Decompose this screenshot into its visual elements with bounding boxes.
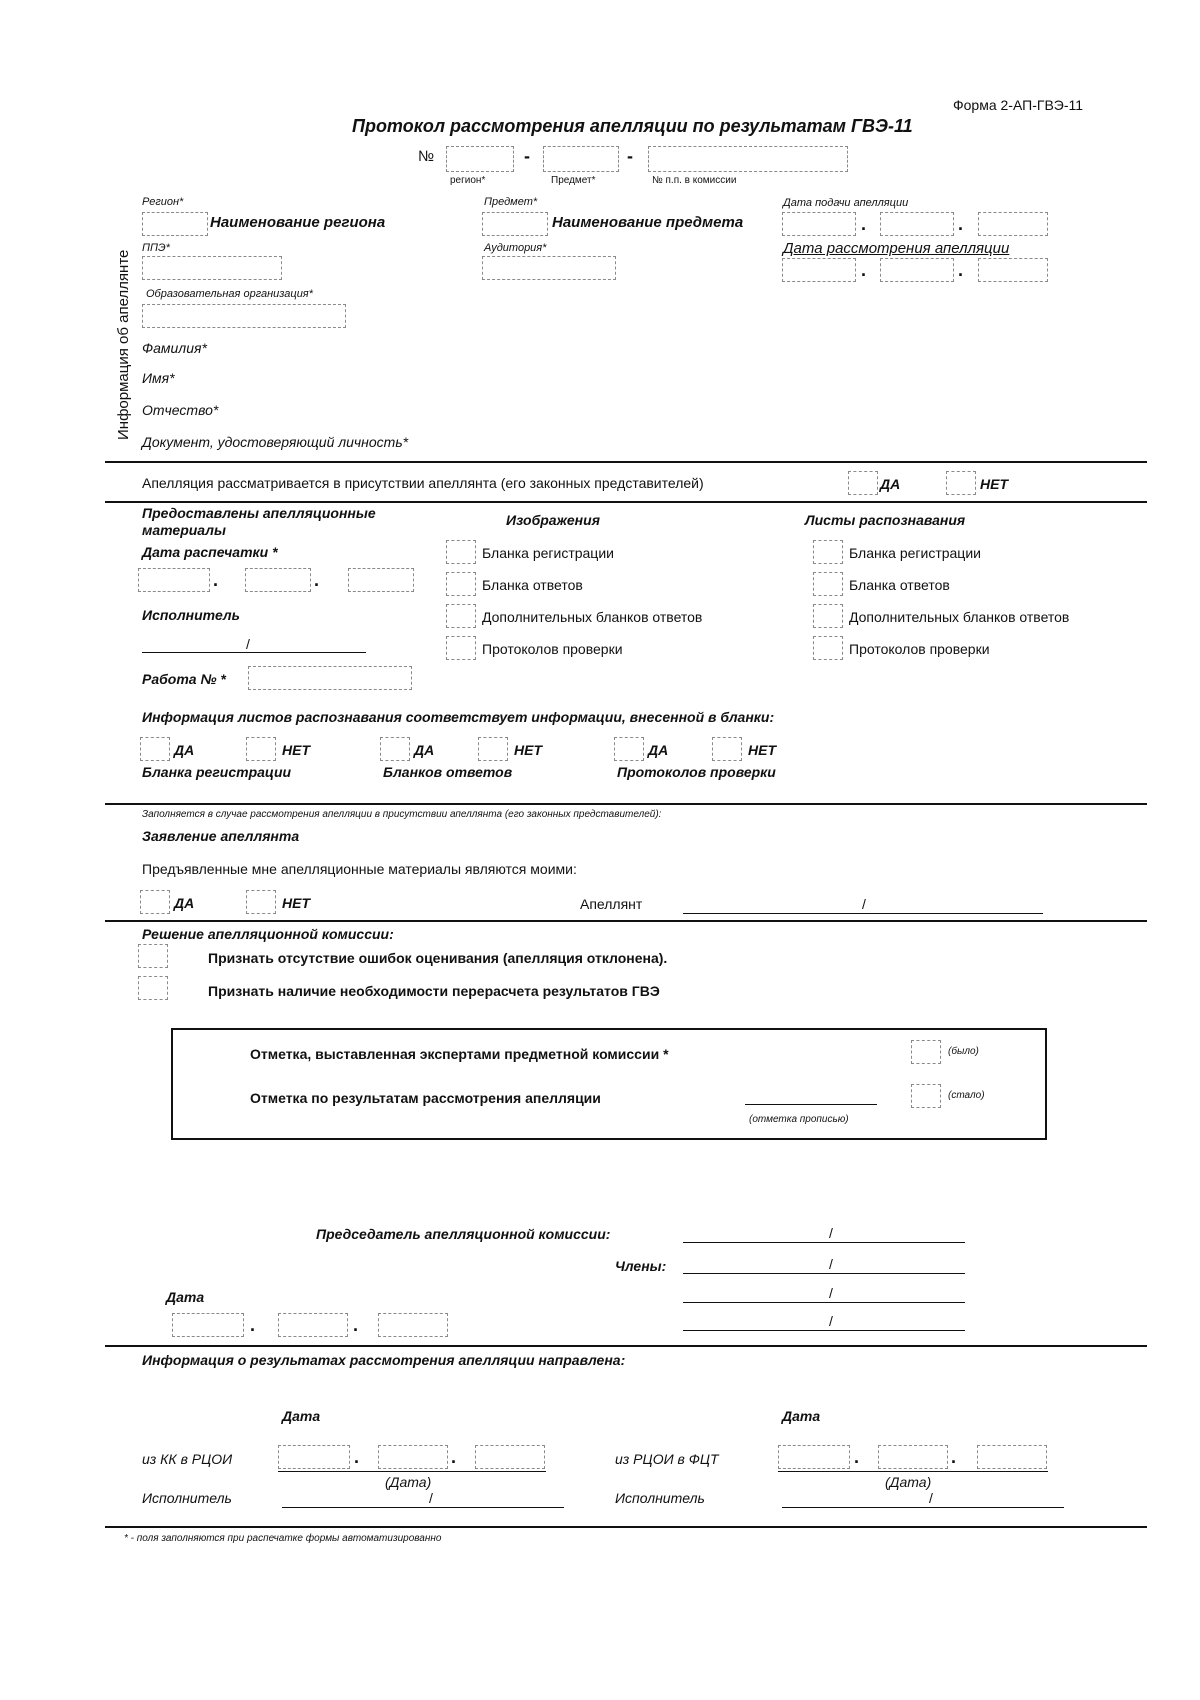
image-item-answers: Бланка ответов bbox=[482, 577, 583, 593]
review-date-month[interactable] bbox=[880, 258, 954, 282]
form-code: Форма 2-АП-ГВЭ-11 bbox=[953, 97, 1084, 113]
ppe-label: ППЭ* bbox=[142, 242, 170, 254]
match-answers-yes-checkbox[interactable] bbox=[380, 737, 410, 761]
section-divider bbox=[105, 803, 1147, 805]
subject-label: Предмет* bbox=[484, 196, 538, 208]
match-group-answers: Бланков ответов bbox=[383, 764, 513, 780]
patronymic-label: Отчество* bbox=[142, 402, 219, 418]
kk-executor-line[interactable] bbox=[282, 1507, 564, 1508]
statement-yes-label: ДА bbox=[174, 895, 195, 911]
date-dot: . bbox=[861, 260, 867, 280]
slash-separator: / bbox=[246, 636, 250, 652]
mark-was-field[interactable] bbox=[911, 1040, 941, 1064]
decision-option1-checkbox[interactable] bbox=[138, 944, 168, 968]
match-answers-no-checkbox[interactable] bbox=[478, 737, 508, 761]
statement-text: Предъявленные мне апелляционные материалы являются моими: bbox=[142, 861, 577, 877]
kk-date-year[interactable] bbox=[475, 1445, 545, 1469]
applicant-info-side-label: Информация об апеллянте bbox=[115, 249, 132, 440]
slash-separator: / bbox=[862, 896, 866, 912]
sent-from-rcoi-label: из РЦОИ в ФЦТ bbox=[615, 1451, 719, 1467]
sent-rcoi-executor-label: Исполнитель bbox=[615, 1490, 705, 1506]
name-label: Имя* bbox=[142, 370, 175, 386]
sent-rcoi-date-label: Дата bbox=[782, 1408, 821, 1424]
chair-label: Председатель апелляционной комиссии: bbox=[316, 1226, 611, 1242]
mark-was-caption: (было) bbox=[948, 1046, 979, 1057]
mark-in-words-caption: (отметка прописью) bbox=[749, 1114, 849, 1125]
match-no-label: НЕТ bbox=[748, 742, 776, 758]
slash-separator: / bbox=[429, 1490, 433, 1506]
date-dot: . bbox=[213, 570, 219, 590]
section-divider bbox=[105, 1526, 1147, 1528]
slash-separator: / bbox=[829, 1256, 833, 1272]
region-field[interactable] bbox=[142, 212, 208, 236]
mark-became-caption: (стало) bbox=[948, 1090, 985, 1101]
rcoi-date-month[interactable] bbox=[878, 1445, 948, 1469]
image-registration-checkbox[interactable] bbox=[446, 540, 476, 564]
footnote: * - поля заполняются при распечатке формы автоматизированно bbox=[124, 1533, 442, 1544]
sheet-item-additional: Дополнительных бланков ответов bbox=[849, 609, 1070, 625]
date-dot: . bbox=[854, 1447, 860, 1467]
presence-no-checkbox[interactable] bbox=[946, 471, 976, 495]
match-yes-label: ДА bbox=[414, 742, 435, 758]
print-date-month[interactable] bbox=[245, 568, 311, 592]
members-label: Члены: bbox=[615, 1258, 667, 1274]
room-field[interactable] bbox=[482, 256, 616, 280]
subject-field[interactable] bbox=[482, 212, 548, 236]
match-protocols-no-checkbox[interactable] bbox=[712, 737, 742, 761]
page-title: Протокол рассмотрения апелляции по результатам ГВЭ-11 bbox=[352, 116, 913, 136]
match-yes-label: ДА bbox=[174, 742, 195, 758]
signatures-date-day[interactable] bbox=[172, 1313, 244, 1337]
date-dot: . bbox=[451, 1447, 457, 1467]
image-protocols-checkbox[interactable] bbox=[446, 636, 476, 660]
rcoi-date-underline bbox=[778, 1471, 1048, 1472]
decision-option2-text: Признать наличие необходимости перерасчета результатов ГВЭ bbox=[208, 983, 660, 999]
match-registration-no-checkbox[interactable] bbox=[246, 737, 276, 761]
review-date-label: Дата рассмотрения апелляции bbox=[783, 240, 1010, 257]
statement-no-label: НЕТ bbox=[282, 895, 310, 911]
section-divider bbox=[105, 1345, 1147, 1347]
sheet-answers-checkbox[interactable] bbox=[813, 572, 843, 596]
sheet-protocols-checkbox[interactable] bbox=[813, 636, 843, 660]
signatures-date-year[interactable] bbox=[378, 1313, 448, 1337]
kk-date-day[interactable] bbox=[278, 1445, 350, 1469]
date-dot: . bbox=[250, 1315, 256, 1335]
submit-date-month[interactable] bbox=[880, 212, 954, 236]
image-item-additional: Дополнительных бланков ответов bbox=[482, 609, 703, 625]
executor-label: Исполнитель bbox=[142, 607, 240, 623]
sheet-additional-checkbox[interactable] bbox=[813, 604, 843, 628]
region-name: Наименование региона bbox=[210, 214, 386, 231]
section-divider bbox=[105, 461, 1147, 463]
room-label: Аудитория* bbox=[484, 242, 547, 254]
statement-note: Заполняется в случае рассмотрения апелляции в присутствии апеллянта (его законных представителей): bbox=[142, 809, 662, 820]
decision-option1-text: Признать отсутствие ошибок оценивания (апелляция отклонена). bbox=[208, 950, 668, 966]
executor-signature-line[interactable] bbox=[142, 652, 366, 653]
date-dot: . bbox=[314, 570, 320, 590]
match-yes-label: ДА bbox=[648, 742, 669, 758]
work-number-label: Работа № * bbox=[142, 671, 226, 687]
signatures-date-month[interactable] bbox=[278, 1313, 348, 1337]
sent-kk-executor-label: Исполнитель bbox=[142, 1490, 232, 1506]
dash-separator: - bbox=[524, 146, 530, 166]
rcoi-date-year[interactable] bbox=[977, 1445, 1047, 1469]
work-number-field[interactable] bbox=[248, 666, 412, 690]
date-dot: . bbox=[353, 1315, 359, 1335]
date-dot: . bbox=[958, 260, 964, 280]
image-item-protocols: Протоколов проверки bbox=[482, 641, 623, 657]
number-label-region: регион* bbox=[450, 175, 486, 186]
presence-text: Апелляция рассматривается в присутствии апеллянта (его законных представителей) bbox=[142, 475, 704, 491]
sheet-item-answers: Бланка ответов bbox=[849, 577, 950, 593]
print-date-year[interactable] bbox=[348, 568, 414, 592]
slash-separator: / bbox=[929, 1490, 933, 1506]
kk-date-month[interactable] bbox=[378, 1445, 448, 1469]
rcoi-executor-line[interactable] bbox=[782, 1507, 1064, 1508]
sheets-header: Листы распознавания bbox=[805, 512, 966, 528]
review-date-day[interactable] bbox=[782, 258, 856, 282]
ppe-field[interactable] bbox=[142, 256, 282, 280]
sheet-item-registration: Бланка регистрации bbox=[849, 545, 981, 561]
number-sign: № bbox=[418, 148, 435, 165]
section-divider bbox=[105, 501, 1147, 503]
provided-materials-label: Предоставлены апелляционные материалы bbox=[142, 505, 376, 538]
image-item-registration: Бланка регистрации bbox=[482, 545, 614, 561]
statement-yes-checkbox[interactable] bbox=[140, 890, 170, 914]
review-date-year[interactable] bbox=[978, 258, 1048, 282]
sheet-registration-checkbox[interactable] bbox=[813, 540, 843, 564]
decision-option2-checkbox[interactable] bbox=[138, 976, 168, 1000]
match-group-registration: Бланка регистрации bbox=[142, 764, 292, 780]
statement-title: Заявление апеллянта bbox=[142, 828, 300, 844]
print-date-label: Дата распечатки * bbox=[142, 544, 278, 560]
sent-kk-date-label: Дата bbox=[282, 1408, 321, 1424]
dash-separator: - bbox=[627, 146, 633, 166]
submit-date-day[interactable] bbox=[782, 212, 856, 236]
subject-code-field[interactable] bbox=[543, 146, 619, 172]
image-answers-checkbox[interactable] bbox=[446, 572, 476, 596]
slash-separator: / bbox=[829, 1285, 833, 1301]
org-label: Образовательная организация* bbox=[146, 288, 313, 300]
match-group-protocols: Протоколов проверки bbox=[617, 764, 776, 780]
images-header: Изображения bbox=[506, 512, 600, 528]
match-text: Информация листов распознавания соответствует информации, внесенной в бланки: bbox=[142, 709, 775, 725]
commission-number-field[interactable] bbox=[648, 146, 848, 172]
decision-title: Решение апелляционной комиссии: bbox=[142, 926, 394, 942]
rcoi-date-caption: (Дата) bbox=[885, 1474, 932, 1490]
surname-label: Фамилия* bbox=[142, 340, 207, 356]
number-label-commission: № п.п. в комиссии bbox=[652, 175, 737, 186]
member-signature-line[interactable] bbox=[683, 1330, 965, 1331]
match-registration-yes-checkbox[interactable] bbox=[140, 737, 170, 761]
mark-result-label: Отметка по результатам рассмотрения апелляции bbox=[250, 1090, 601, 1106]
presence-no-label: НЕТ bbox=[980, 476, 1008, 492]
slash-separator: / bbox=[829, 1225, 833, 1241]
member-signature-line[interactable] bbox=[683, 1273, 965, 1274]
image-additional-checkbox[interactable] bbox=[446, 604, 476, 628]
slash-separator: / bbox=[829, 1313, 833, 1329]
date-dot: . bbox=[958, 214, 964, 234]
org-field[interactable] bbox=[142, 304, 346, 328]
kk-date-caption: (Дата) bbox=[385, 1474, 432, 1490]
match-no-label: НЕТ bbox=[282, 742, 310, 758]
presence-yes-label: ДА bbox=[880, 476, 901, 492]
region-label: Регион* bbox=[142, 196, 184, 208]
statement-no-checkbox[interactable] bbox=[246, 890, 276, 914]
match-protocols-yes-checkbox[interactable] bbox=[614, 737, 644, 761]
member-signature-line[interactable] bbox=[683, 1302, 965, 1303]
match-no-label: НЕТ bbox=[514, 742, 542, 758]
section-divider bbox=[105, 920, 1147, 922]
sent-title: Информация о результатах рассмотрения апелляции направлена: bbox=[142, 1352, 626, 1368]
number-label-subject: Предмет* bbox=[551, 175, 596, 186]
mark-experts-label: Отметка, выставленная экспертами предметной комиссии * bbox=[250, 1046, 669, 1062]
date-dot: . bbox=[951, 1447, 957, 1467]
date-dot: . bbox=[861, 214, 867, 234]
submit-date-label: Дата подачи апелляции bbox=[783, 197, 909, 209]
applicant-signature-label: Апеллянт bbox=[580, 896, 643, 912]
chair-signature-line[interactable] bbox=[683, 1242, 965, 1243]
sheet-item-protocols: Протоколов проверки bbox=[849, 641, 990, 657]
print-date-day[interactable] bbox=[138, 568, 210, 592]
mark-in-words-line[interactable] bbox=[745, 1104, 877, 1105]
submit-date-year[interactable] bbox=[978, 212, 1048, 236]
subject-name: Наименование предмета bbox=[552, 214, 744, 231]
applicant-signature-line[interactable] bbox=[683, 913, 1043, 914]
kk-date-underline bbox=[278, 1471, 546, 1472]
signatures-date-label: Дата bbox=[166, 1289, 205, 1305]
region-code-field[interactable] bbox=[446, 146, 514, 172]
sent-from-kk-label: из КК в РЦОИ bbox=[142, 1451, 233, 1467]
mark-became-field[interactable] bbox=[911, 1084, 941, 1108]
presence-yes-checkbox[interactable] bbox=[848, 471, 878, 495]
date-dot: . bbox=[354, 1447, 360, 1467]
document-label: Документ, удостоверяющий личность* bbox=[142, 434, 409, 450]
rcoi-date-day[interactable] bbox=[778, 1445, 850, 1469]
